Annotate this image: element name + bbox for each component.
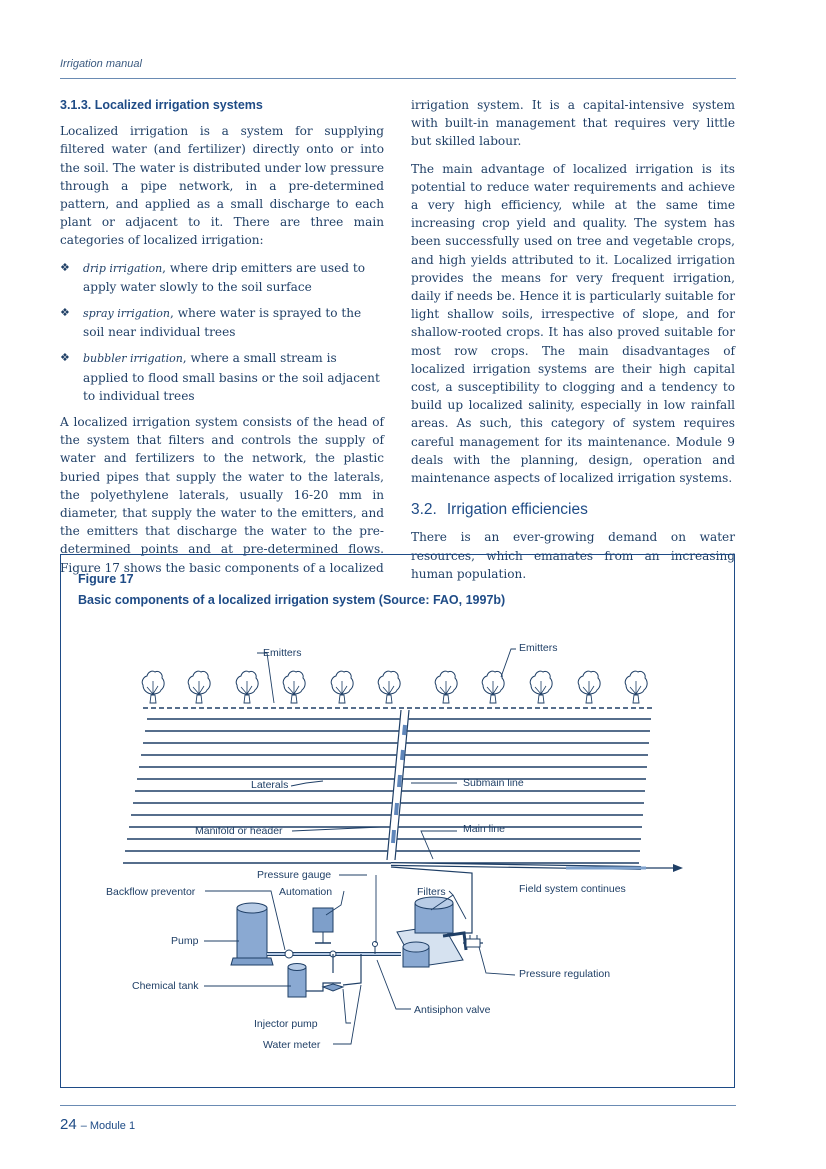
bullet-text: , where drip emitters are used to apply water slowly to the soil surface <box>83 260 365 294</box>
bullet-term: spray irrigation <box>83 307 171 321</box>
left-column <box>60 96 384 586</box>
irrigation-system-diagram <box>61 555 734 1087</box>
bullet-text: , where water is sprayed to the soil near individual trees <box>83 306 362 340</box>
label-pressure-gauge: Pressure gauge <box>257 869 332 881</box>
label-pressure-regulation: Pressure regulation <box>519 968 611 980</box>
laterals <box>123 719 651 863</box>
diamond-bullet-icon: ❖ <box>60 306 70 320</box>
label-backflow: Backflow preventor <box>106 886 196 898</box>
label-pump: Pump <box>171 935 199 947</box>
label-emitters-right: Emitters <box>519 642 558 654</box>
label-antisiphon: Antisiphon valve <box>414 1004 491 1016</box>
label-laterals: Laterals <box>251 779 289 791</box>
figure-number: Figure 17 <box>78 572 134 586</box>
label-manifold: Manifold or header <box>195 825 283 837</box>
label-main-line: Main line <box>463 823 506 835</box>
paragraph: Localized irrigation is a system for supplying filtered water (and fertilizer) directly onto or into the soil. The water is distributed under low pressure through a pipe network, in a pre-determined pattern, and applied as a small discharge to each plant or adjacent to it. There are three main categories of localized irrigation: <box>60 124 384 248</box>
bullet-term: drip irrigation <box>83 261 163 275</box>
tree-row <box>142 671 647 703</box>
label-filters: Filters <box>417 886 446 898</box>
label-submain: Submain line <box>463 777 524 789</box>
section-heading-3-2 <box>411 501 735 519</box>
list-item <box>60 349 384 405</box>
paragraph: There is an ever-growing demand on water resources, which emanates from an increasing human population. <box>411 530 735 581</box>
figure-17-box <box>60 554 735 1088</box>
page-footer <box>60 1116 135 1134</box>
page-number: 24 <box>60 1116 77 1133</box>
label-water-meter: Water meter <box>263 1039 321 1051</box>
right-column <box>411 96 735 592</box>
diamond-bullet-icon: ❖ <box>60 260 70 274</box>
label-automation: Automation <box>279 886 333 898</box>
section-heading-3-1-3: 3.1.3. Localized irrigation systems <box>60 98 263 112</box>
bullet-term: bubbler irrigation <box>83 352 183 366</box>
section-title: Irrigation efficiencies <box>446 501 588 519</box>
section-number: 3.2. <box>411 501 437 519</box>
diamond-bullet-icon: ❖ <box>60 351 70 365</box>
paragraph: A localized irrigation system consists of the head of the system that filters and controls the supply of water and fertilizers to the network, the plastic buried pipes that supply the water to the laterals, the polyethylene laterals, usually 16-20 mm in diameter, that supply the water to the emitters, and the emitters that discharge the water to the pre-determined points and at pre-determined flows. Figure 17 shows the basic components of a localized <box>60 415 384 575</box>
module-label: Module 1 <box>89 1120 136 1132</box>
label-chemical-tank: Chemical tank <box>132 980 199 992</box>
bullet-text: , where a small stream is applied to flood small basins or the soil adjacent to individual trees <box>83 351 380 403</box>
figure-caption: Basic components of a localized irrigation system (Source: FAO, 1997b) <box>78 593 506 607</box>
header-rule <box>60 78 736 79</box>
list-item <box>60 304 384 341</box>
paragraph: The main advantage of localized irrigation is its potential to reduce water requirements and achieve a very high efficiency, while at the same time increasing crop yield and quality. The system has been successfully used on tree and vegetable crops, and high yields attributed to it. Localized irrigation provides the means for very frequent irrigation, daily if needs be. Hence it is particularly suitable for light shallow soils, irrespective of slope, and for shallow-rooted crops. It has also proved suitable for most row crops. The main disadvantages of localized irrigation systems are their high capital cost, a susceptibility to clogging and a tendency to build up localized salinity, especially in low rainfall areas. As such, this category of system requires careful management for its maintenance. Module 9 deals with the planning, design, operation and maintenance aspects of localized irrigation systems. <box>411 161 735 486</box>
label-emitters-left: Emitters <box>263 647 302 659</box>
footer-rule <box>60 1105 736 1106</box>
label-field-continues: Field system continues <box>519 883 626 895</box>
running-header: Irrigation manual <box>60 58 142 70</box>
label-injector-pump: Injector pump <box>254 1018 318 1030</box>
list-item <box>60 259 384 296</box>
footer-dash: – <box>80 1120 87 1132</box>
bullet-list <box>60 259 384 405</box>
paragraph: irrigation system. It is a capital-intensive system with built-in management that requires very little but skilled labour. <box>411 98 735 149</box>
